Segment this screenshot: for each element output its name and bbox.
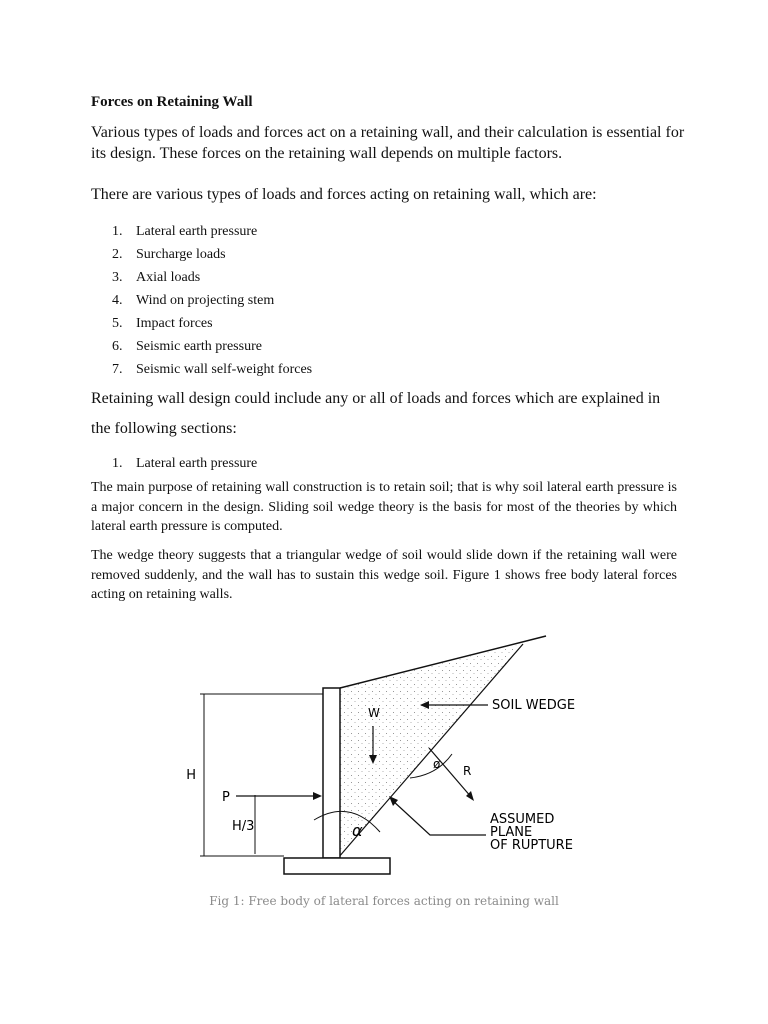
paragraph-earth-pressure: The main purpose of retaining wall construction is to retain soil; that is why soil lateral earth pressure is a major concern in the design. Sliding soil wedge theory is the basis for most of the theories by which lateral earth pressure is computed. xyxy=(91,480,677,534)
rupture-plane-pointer xyxy=(392,800,486,835)
figure-caption: Fig 1: Free body of lateral forces acting on retaining wall xyxy=(209,894,559,908)
list-item: 3. Axial loads xyxy=(112,270,201,285)
design-note-line-2: the following sections: xyxy=(91,420,237,437)
list-item: 5. Impact forces xyxy=(112,316,213,331)
section-heading: Forces on Retaining Wall xyxy=(91,94,253,110)
list-intro: There are various types of loads and forces acting on retaining wall, which are: xyxy=(91,186,597,203)
label-h-over-3: H/3 xyxy=(232,819,255,834)
label-r: R xyxy=(463,764,472,778)
list-item: 2. Surcharge loads xyxy=(112,247,226,262)
label-w: W xyxy=(368,706,380,720)
label-assumed: ASSUMED xyxy=(490,812,555,827)
design-note-line-1: Retaining wall design could include any or all of loads and forces which are explained in xyxy=(91,390,661,407)
wall-base xyxy=(284,858,390,874)
retaining-wall-figure xyxy=(0,620,768,890)
paragraph-wedge-theory: The wedge theory suggests that a triangular wedge of soil would slide down if the retaining wall were removed suddenly, and the wall has to sustain this wedge soil. Figure 1 shows free body lateral forces acting on retaining walls. xyxy=(91,548,677,602)
wall-stem xyxy=(323,688,340,858)
list-item: 6. Seismic earth pressure xyxy=(112,339,262,354)
label-plane: PLANE xyxy=(490,825,533,840)
label-soil-wedge: SOIL WEDGE xyxy=(492,698,576,713)
list-item: 1. Lateral earth pressure xyxy=(112,224,258,239)
forces-list xyxy=(112,220,312,381)
intro-paragraph: Various types of loads and forces act on a retaining wall, and their calculation is essential for its design. These forces on the retaining wall depends on multiple factors. xyxy=(91,124,685,162)
label-alpha: α xyxy=(352,821,363,840)
label-of-rupture: OF RUPTURE xyxy=(490,838,573,853)
list-item: 4. Wind on projecting stem xyxy=(112,293,275,308)
label-h: H xyxy=(186,768,196,783)
label-phi: ø xyxy=(433,757,441,771)
list-item: 1. Lateral earth pressure xyxy=(112,456,258,471)
arrowhead-icon xyxy=(313,792,322,800)
label-p: P xyxy=(222,790,230,805)
section-list xyxy=(112,452,257,475)
list-item: 7. Seismic wall self-weight forces xyxy=(112,362,313,377)
